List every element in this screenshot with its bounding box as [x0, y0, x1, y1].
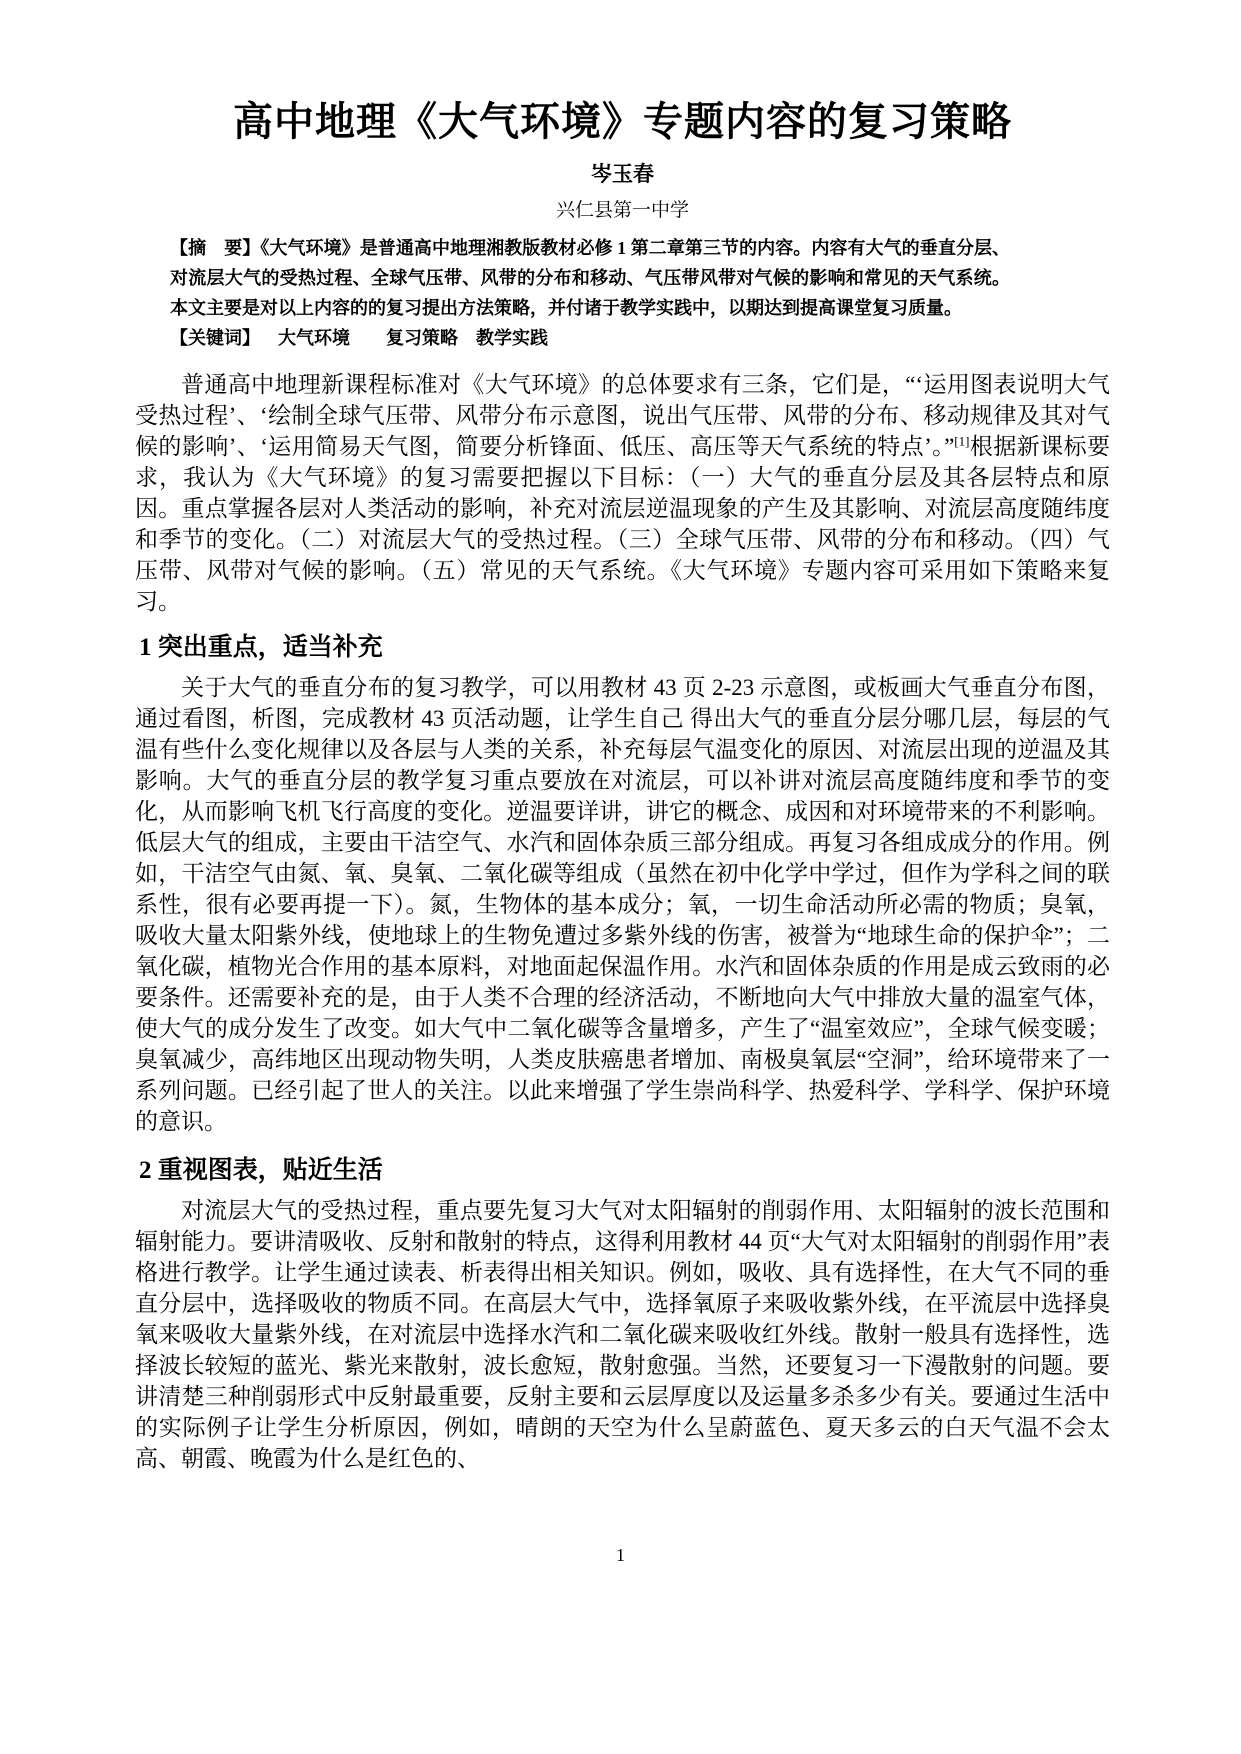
- author-affiliation: 兴仁县第一中学: [555, 200, 689, 221]
- section1-heading: 1 突出重点，适当补充: [139, 634, 383, 661]
- abstract-text: 《大气环境》是普通高中地理湘教版教材必修 1 第二章第三节的内容。内容有大气的垂直分层、对流层大气的受热过程、全球气压带、风带的分布和移动、气压带风带对气候的影响和常见的天气系统。本文主要是对以上内容的的复习提出方法策略，并付诸于教学实践中，以期达到提高课堂复习质量。: [170, 238, 1011, 318]
- keywords: [170, 323, 1110, 353]
- abstract-label: 【摘 要】: [170, 238, 261, 258]
- page-number: 1: [616, 1545, 625, 1565]
- intro-text-before-citation: 普通高中地理新课程标准对《大气环境》的总体要求有三条，它们是，“‘运用图表说明大气受热过程’、‘绘制全球气压带、风带分布示意图，说出气压带、风带的分布、移动规律及其对气候的影响’、‘运用简易天气图，简要分析锋面、低压、高压等天气系统的特点’。”: [135, 372, 1110, 459]
- abstract: [170, 233, 1010, 323]
- intro-paragraph: [135, 369, 1110, 617]
- citation-ref-1: [1]: [954, 433, 970, 449]
- section2-paragraph: 对流层大气的受热过程，重点要先复习大气对太阳辐射的削弱作用、太阳辐射的波长范围和辐射能力。要讲清吸收、反射和散射的特点，这得利用教材 44 页“大气对太阳辐射的削弱作用”表格进行教学。让学生通过读表、析表得出相关知识。例如，吸收、具有选择性，在大气不同的垂直分层中，选择吸收的物质不同。在高层大气中，选择氧原子来吸收紫外线，在平流层中选择臭氧来吸收大量紫外线，在对流层中选择水汽和二氧化碳来吸收红外线。散射一般具有选择性，选择波长较短的蓝光、紫光来散射，波长愈短，散射愈强。当然，还要复习一下漫散射的问题。要讲清楚三种削弱形式中反射最重要，反射主要和云层厚度以及运量多杀多少有关。要通过生活中的实际例子让学生分析原因，例如，晴朗的天空为什么呈蔚蓝色、夏天多云的白天气温不会太高、朝霞、晚霞为什么是红色的、: [135, 1198, 1110, 1471]
- section2-heading: 2 重视图表，贴近生活: [139, 1157, 383, 1184]
- paper-title: 高中地理《大气环境》专题内容的复习策略: [233, 99, 1012, 144]
- intro-text-after-citation: 根据新课标要求，我认为《大气环境》的复习需要把握以下目标：（一）大气的垂直分层及其各层特点和原因。重点掌握各层对人类活动的影响，补充对流层逆温现象的产生及其影响、对流层高度随纬度和季节的变化。（二）对流层大气的受热过程。（三）全球气压带、风带的分布和移动。（四）气压带、风带对气候的影响。（五）常见的天气系统。《大气环境》专题内容可采用如下策略来复习。: [135, 434, 1110, 614]
- keywords-label: 【关键词】: [170, 328, 260, 348]
- keywords-text: 大气环境 复习策略 教学实践: [278, 328, 548, 348]
- section1-paragraph: 关于大气的垂直分布的复习教学，可以用教材 43 页 2-23 示意图，或板画大气垂直分布图，通过看图，析图，完成教材 43 页活动题，让学生自己 得出大气的垂直分层分哪几层，每层的气温有些什么变化规律以及各层与人类的关系，补充每层气温变化的原因、对流层出现的逆温及其影响。大气的垂直分层的教学复习重点要放在对流层，可以补讲对流层高度随纬度和季节的变化，从而影响飞机飞行高度的变化。逆温要详讲，讲它的概念、成因和对环境带来的不利影响。低层大气的组成，主要由干洁空气、水汽和固体杂质三部分组成。再复习各组成成分的作用。例如，干洁空气由氮、氧、臭氧、二氧化碳等组成（虽然在初中化学中学过，但作为学科之间的联系性，很有必要再提一下）。氮，生物体的基本成分；氧，一切生命活动所必需的物质；臭氧，吸收大量太阳紫外线，使地球上的生物免遭过多紫外线的伤害，被誉为“地球生命的保护伞”；二氧化碳，植物光合作用的基本原料，对地面起保温作用。水汽和固体杂质的作用是成云致雨的必要条件。还需要补充的是，由于人类不合理的经济活动，不断地向大气中排放大量的温室气体，使大气的成分发生了改变。如大气中二氧化碳等含量增多，产生了“温室效应”，全球气候变暖；臭氧减少，高纬地区出现动物失明，人类皮肤癌患者增加、南极臭氧层“空洞”，给环境带来了一系列问题。已经引起了世人的关注。以此来增强了学生崇尚科学、热爱科学、学科学、保护环境的意识。: [135, 675, 1110, 1134]
- author-name: 岑玉春: [591, 162, 654, 186]
